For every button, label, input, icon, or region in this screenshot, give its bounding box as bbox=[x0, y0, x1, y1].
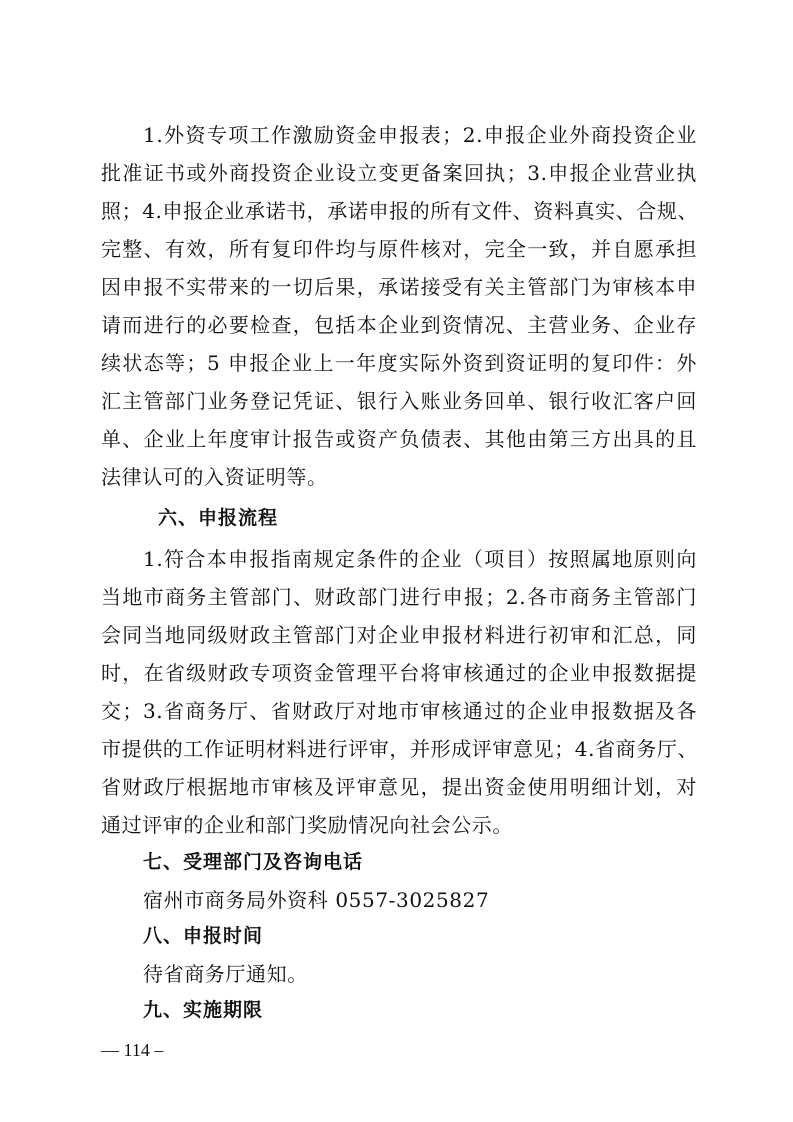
process-line-4: 时，在省级财政专项资金管理平台将审核通过的企业申报数据提 bbox=[101, 661, 697, 685]
process-line-6: 市提供的工作证明材料进行评审，并形成评审意见；4.省商务厅、 bbox=[101, 737, 699, 761]
materials-line-7: 续状态等；5 申报企业上一年度实际外资到资证明的复印件：外 bbox=[101, 351, 697, 375]
page-number: — 114 – bbox=[101, 1040, 164, 1060]
process-line-5: 交；3.省商务厅、省财政厅对地市审核通过的企业申报数据及各 bbox=[101, 699, 697, 723]
section-heading-time: 八、申报时间 bbox=[143, 925, 264, 947]
process-line-8: 通过评审的企业和部门奖励情况向社会公示。 bbox=[101, 813, 513, 837]
section-heading-process: 六、申报流程 bbox=[158, 507, 279, 529]
section-heading-contact: 七、受理部门及咨询电话 bbox=[143, 851, 364, 873]
process-line-2: 当地市商务主管部门、财政部门进行申报；2.各市商务主管部门 bbox=[101, 585, 697, 609]
section-heading-period: 九、实施期限 bbox=[143, 999, 264, 1021]
materials-line-3: 照；4.申报企业承诺书，承诺申报的所有文件、资料真实、合规、 bbox=[101, 199, 699, 223]
process-line-7: 省财政厅根据地市审核及评审意见，提出资金使用明细计划，对 bbox=[101, 775, 697, 799]
materials-line-8: 汇主管部门业务登记凭证、银行入账业务回单、银行收汇客户回 bbox=[101, 389, 697, 413]
materials-line-2: 批准证书或外商投资企业设立变更备案回执；3.申报企业营业执 bbox=[101, 161, 697, 185]
materials-line-9: 单、企业上年度审计报告或资产负债表、其他由第三方出具的且 bbox=[101, 427, 697, 451]
materials-line-6: 请而进行的必要检查，包括本企业到资情况、主营业务、企业存 bbox=[101, 313, 697, 337]
materials-line-5: 因申报不实带来的一切后果，承诺接受有关主管部门为审核本申 bbox=[101, 275, 697, 299]
time-text: 待省商务厅通知。 bbox=[143, 962, 308, 986]
process-line-3: 会同当地同级财政主管部门对企业申报材料进行初审和汇总，同 bbox=[101, 623, 697, 647]
contact-text: 宿州市商务局外资科 0557-3025827 bbox=[143, 888, 490, 912]
process-line-1: 1.符合本申报指南规定条件的企业（项目）按照属地原则向 bbox=[143, 547, 697, 571]
materials-line-4: 完整、有效，所有复印件均与原件核对，完全一致，并自愿承担 bbox=[101, 237, 697, 261]
materials-line-10: 法律认可的入资证明等。 bbox=[101, 465, 328, 489]
materials-line-1: 1.外资专项工作激励资金申报表；2.申报企业外商投资企业 bbox=[143, 123, 697, 147]
